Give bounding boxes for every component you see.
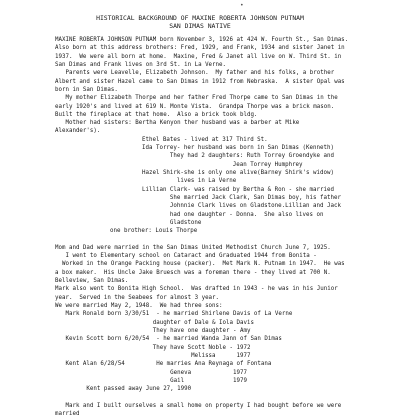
document-title: HISTORICAL BACKGROUND OF MAXINE ROBERTA JOHNSON PUTNAM	[96, 14, 304, 22]
text-line: Mother had sisters: Bertha Kenyon ther husband was a barber at Mike	[55, 120, 300, 127]
corner-mark: •	[240, 2, 244, 9]
text-line: Jean Torrey Humphrey	[142, 161, 303, 168]
text-line: My mother Elizabeth Thorpe and her father Fred Thorpe came to San Dimas in the	[55, 95, 338, 102]
text-line: born in San Dimas.	[55, 86, 118, 93]
text-line: lives in La Verne	[142, 178, 237, 185]
text-line: married	[55, 411, 80, 418]
text-line: had one daughter - Donna. She also lives on	[142, 211, 324, 218]
text-line	[0, 236, 400, 244]
document-subtitle: SAN DIMAS NATIVE	[169, 22, 231, 30]
text-line: Gail 1979	[55, 377, 247, 384]
text-line: Johnnie Clark lives on Gladstone.Lillian and Jack	[142, 203, 341, 210]
text-line: Kent passed away June 27, 1990	[55, 386, 192, 393]
text-line: Mom and Dad were married in the San Dimas United Methodist Church June 7, 1925.	[55, 244, 331, 251]
text-line: She married Jack Clark, San Dimas boy, his father	[142, 194, 341, 201]
text-line: Ida Torrey- her husband was born in San Dimas (Kenneth)	[142, 145, 334, 152]
text-line: MAXINE ROBERTA JOHNSON PUTNAM born November 3, 1926 at 424 W. Fourth St., San Dimas.	[55, 37, 349, 43]
text-line: Belleview, San Dimas.	[55, 278, 129, 285]
text-line: one brother: Louis Thorpe	[110, 228, 198, 235]
text-line: They had 2 daughters: Ruth Torrey Groendyke and	[142, 153, 334, 160]
text-line: Alexander's).	[55, 128, 101, 135]
text-line: Mark Ronald born 3/30/51 - he married Shirlene Davis of La Verne	[55, 311, 293, 318]
text-line: Lillian Clark- was raised by Bertha & Ron - she married	[142, 186, 334, 193]
text-line: Geneva 1977	[55, 369, 247, 376]
text-line: Ethel Bates - lived at 317 Third St.	[142, 136, 268, 143]
text-line: Kevin Scott born 6/20/54 - he married Wanda Jann of San Dimas	[55, 336, 282, 343]
text-line: We were married May 2, 1948. We had three sons:	[55, 303, 223, 309]
text-line	[0, 393, 400, 401]
text-line: Melissa 1977	[55, 352, 251, 359]
text-line: early 1920's and lived at 619 N. Monte Vista. Grandpa Thorpe was a brick mason.	[55, 103, 335, 110]
text-line: Kent Alan 6/28/54 He marries Ana Reynaga of Fontana	[55, 361, 272, 368]
text-line: Mark and I built ourselves a small home on property I had bought before we were	[55, 402, 342, 409]
text-line: Albert and sister Hazel came to San Dimas in 1912 from Nebraska. A sister Opal was	[55, 78, 345, 85]
text-line: They have one daughter - Amy	[55, 327, 251, 334]
text-line: Built the fireplace at that home. Also a brick took bldg.	[55, 111, 258, 118]
text-line: 1937. We were all born at home. Maxine, Fred & Janet all live on W. Third St. in	[55, 53, 342, 60]
text-line: Mark also went to Bonita High School. Was drafted in 1943 - he was in his Junior	[55, 286, 338, 293]
document-body	[0, 36, 400, 418]
text-line: year. Served in the Seabees for almost 3 year.	[55, 294, 220, 301]
text-line: Parents were Leavelle, Elizabeth Johnson. My father and his folks, a brother	[55, 70, 335, 77]
text-line: They have Scott Noble - 1972	[55, 344, 251, 351]
text-line: Worked in the Orange Packing house (packer). Met Mark N. Putnam in 1947. He was	[55, 261, 345, 268]
text-line: I went to Elementary school on Cataract and Graduated 1944 from Bonita -	[55, 253, 317, 260]
text-line: Gladstone	[142, 219, 202, 226]
text-line: Hazel Shirk-she is only one alive(Barney Shirk's widow)	[142, 170, 334, 176]
text-line: Also born at this address brothers: Fred, 1929, and Frank, 1934 and sister Janet in	[55, 45, 345, 52]
text-line: San Dimas and Frank lives on 3rd St. in La Verne.	[55, 61, 227, 68]
text-line: daughter of Dale & Iola Davis	[55, 319, 254, 326]
text-line: a box maker. His Uncle Jake Bruesch was a foreman there - they lived at 700 N.	[55, 269, 331, 276]
